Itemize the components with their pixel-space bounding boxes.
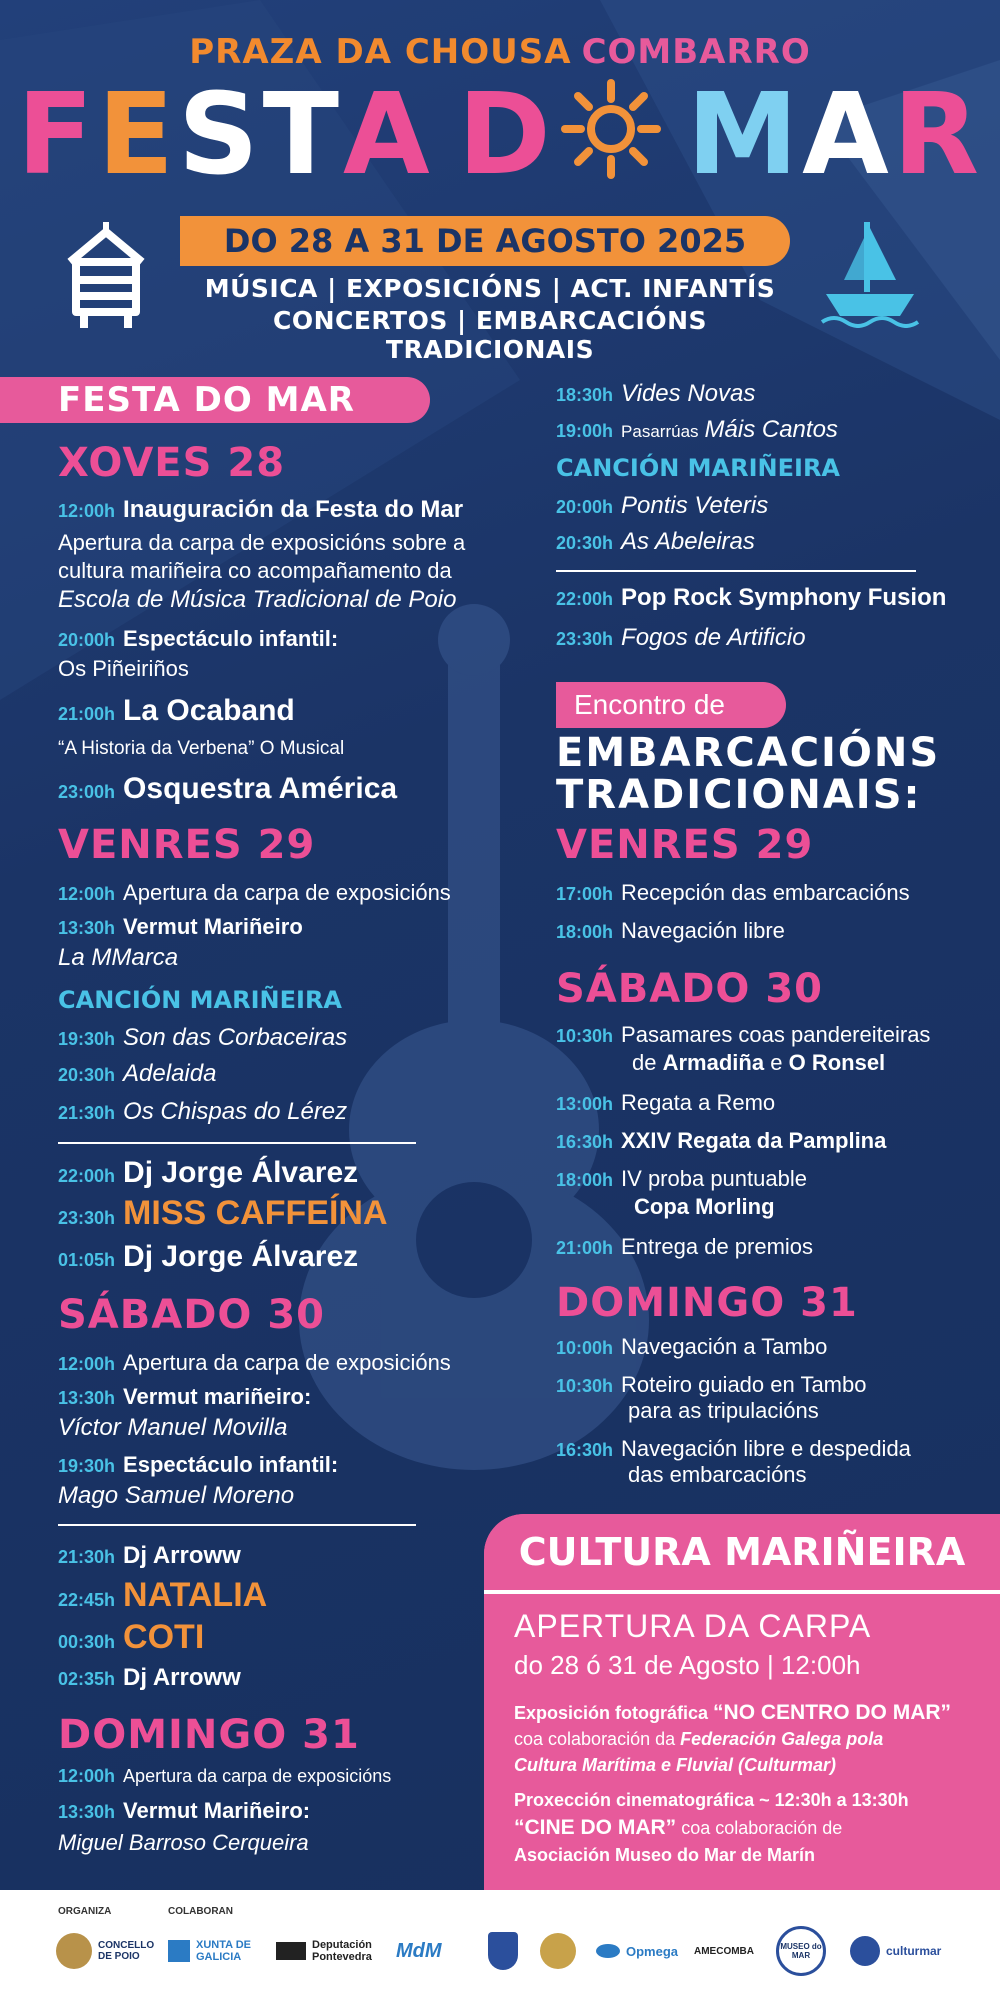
event-row <box>556 1234 813 1260</box>
divider <box>556 570 916 572</box>
title-letter: A <box>343 70 434 200</box>
event-row <box>58 1384 311 1410</box>
text: “CINE DO MAR” <box>514 1816 677 1840</box>
event-row <box>58 1798 310 1824</box>
text: Federación Galega pola <box>680 1729 884 1750</box>
event-time: 20:30h <box>556 533 614 553</box>
event-time: 22:45h <box>58 1590 116 1610</box>
logo-mdm <box>396 1926 442 1976</box>
event-time: 12:00h <box>58 1354 116 1374</box>
event-time: 20:00h <box>556 497 614 517</box>
event-row <box>58 1024 347 1052</box>
event-title: Os Chispas do Lérez <box>123 1098 348 1125</box>
event-time: 12:00h <box>58 1766 116 1786</box>
cultura-dates: do 28 ó 31 de Agosto | 12:00h <box>514 1650 861 1680</box>
festival-dates: DO 28 A 31 DE AGOSTO 2025 <box>180 216 790 266</box>
event-row <box>58 1576 267 1615</box>
event-time: 20:30h <box>58 1065 116 1085</box>
event-time: 16:30h <box>556 1132 614 1152</box>
event-title: Apertura da carpa de exposicións <box>123 880 451 905</box>
event-time: 13:30h <box>58 918 116 938</box>
title-letter: D <box>457 70 555 200</box>
event-time: 13:30h <box>58 1388 116 1408</box>
event-row <box>58 1350 451 1376</box>
event-title: La Ocaband <box>123 694 295 727</box>
text: O Ronsel <box>788 1050 886 1075</box>
event-title: Apertura da carpa de exposicións <box>123 1350 451 1375</box>
event-row <box>556 492 768 520</box>
text: Asociación Museo do Mar de Marín <box>514 1844 816 1865</box>
event-description: Apertura da carpa de exposicións sobre a <box>58 530 466 555</box>
event-time: 00:30h <box>58 1632 116 1652</box>
event-title: Navegación libre <box>621 918 785 943</box>
event-time: 02:35h <box>58 1669 116 1689</box>
event-title: Navegación libre e despedida <box>621 1436 911 1461</box>
event-title: IV proba puntuable <box>621 1166 807 1191</box>
logo-museo <box>776 1926 826 1976</box>
sun-icon <box>561 79 661 179</box>
text: Proxección cinematográfica ~ 12:30h a 13:30h <box>514 1790 909 1810</box>
event-title: Son das Corbaceiras <box>123 1024 348 1051</box>
event-subtitle: La MMarca <box>58 944 179 971</box>
event-row <box>556 918 785 944</box>
event-time: 17:00h <box>556 884 614 904</box>
logo-text: culturmar <box>886 1944 942 1958</box>
event-title: Dj Arroww <box>123 1542 241 1569</box>
event-row <box>58 1542 241 1570</box>
event-time: 21:30h <box>58 1547 116 1567</box>
cultura-title: APERTURA DA CARPA <box>514 1608 872 1644</box>
fish-icon <box>596 1944 620 1958</box>
organiza-label: ORGANIZA <box>58 1906 112 1917</box>
text: e <box>770 1050 783 1075</box>
event-time: 21:00h <box>58 704 116 724</box>
event-row <box>58 1766 391 1787</box>
event-title: Osquestra América <box>123 772 398 805</box>
text: coa colaboración da <box>514 1729 676 1750</box>
day-heading: SÁBADO 30 <box>58 1292 326 1338</box>
logo-text: XUNTA DE GALICIA <box>196 1939 251 1963</box>
event-subtitle: Copa Morling <box>634 1194 775 1219</box>
text: Armadiña <box>662 1050 765 1075</box>
title-letter: F <box>16 70 98 200</box>
colaboran-label: COLABORAN <box>168 1906 233 1917</box>
encontro-tag: Encontro de <box>556 682 786 728</box>
event-time: 13:00h <box>556 1094 614 1114</box>
title-letter: A <box>802 70 893 200</box>
logo-amecomba <box>694 1926 754 1976</box>
event-subtitle: Miguel Barroso Cerqueira <box>58 1830 309 1855</box>
divider <box>484 1590 1000 1594</box>
event-time: 18:30h <box>556 385 614 405</box>
event-row <box>58 1156 358 1190</box>
tagline-line-1: MÚSICA | EXPOSICIÓNS | ACT. INFANTÍS <box>204 274 776 303</box>
text: Cultura Marítima e Fluvial (Culturmar) <box>514 1754 837 1775</box>
cancion-marineira-heading: CANCIÓN MARIÑEIRA <box>58 986 342 1014</box>
event-row <box>58 626 338 652</box>
boat-icon <box>820 218 920 328</box>
logo-text: AMECOMBA <box>694 1945 754 1957</box>
event-time: 12:00h <box>58 501 116 521</box>
event-row <box>58 880 451 906</box>
event-time: 19:30h <box>58 1029 116 1049</box>
event-description: cultura mariñeira co acompañamento da <box>58 558 452 583</box>
event-title: Entrega de premios <box>621 1234 814 1259</box>
event-title: COTI <box>123 1618 205 1656</box>
event-title: Pasamares coas pandereiteiras <box>621 1022 931 1047</box>
logo-text: Opmega <box>626 1943 679 1959</box>
event-time: 22:00h <box>556 589 614 609</box>
logo-shield <box>488 1926 518 1976</box>
logo-text: MdM <box>396 1939 442 1962</box>
divider <box>58 1524 416 1526</box>
event-title: Vermut mariñeiro: <box>123 1384 312 1409</box>
event-title: Recepción das embarcacións <box>621 880 910 905</box>
logo-opmega <box>596 1926 678 1976</box>
culturmar-icon <box>850 1936 880 1966</box>
day-heading: VENRES 29 <box>556 822 814 868</box>
event-time: 18:00h <box>556 922 614 942</box>
event-title: Espectáculo infantil: <box>123 1452 339 1477</box>
event-row <box>58 1452 338 1478</box>
event-row <box>556 380 755 408</box>
event-row <box>556 1166 807 1192</box>
event-title: NATALIA <box>123 1576 268 1614</box>
event-time: 01:05h <box>58 1250 116 1270</box>
event-row <box>556 1372 866 1398</box>
text: de <box>632 1050 657 1075</box>
event-time: 21:00h <box>556 1238 614 1258</box>
event-title: Regata a Remo <box>621 1090 776 1115</box>
title-letter: E <box>97 70 178 200</box>
event-title: Máis Cantos <box>704 416 838 443</box>
event-title: Dj Arroww <box>123 1664 241 1691</box>
seal-icon <box>56 1933 92 1969</box>
logo-culturmar <box>850 1926 941 1976</box>
event-time: 23:00h <box>58 782 116 802</box>
event-title: Vermut Mariñeiro: <box>123 1798 311 1823</box>
embarcacions-title <box>556 732 940 816</box>
event-row <box>556 1128 886 1154</box>
event-time: 19:00h <box>556 421 614 441</box>
day-heading: DOMINGO 31 <box>58 1712 360 1758</box>
event-time: 23:30h <box>556 629 614 649</box>
event-row <box>58 914 303 940</box>
cultura-paragraph-1 <box>514 1698 984 1778</box>
event-title: Pontis Veteris <box>621 492 769 519</box>
event-row <box>556 528 755 556</box>
event-time: 23:30h <box>58 1208 116 1228</box>
event-time: 10:30h <box>556 1376 614 1396</box>
event-subtitle: das embarcacións <box>628 1462 807 1487</box>
logo-text: MUSEO do MAR <box>776 1926 826 1976</box>
event-subtitle: para as tripulacións <box>628 1398 819 1423</box>
event-row <box>58 1098 347 1126</box>
event-subtitle: Os Piñeiriños <box>58 656 189 681</box>
event-title: Dj Jorge Álvarez <box>123 1240 359 1273</box>
event-title: Fogos de Artificio <box>621 624 806 651</box>
event-title: Apertura da carpa de exposicións <box>123 1766 392 1786</box>
event-row <box>556 1334 827 1360</box>
event-title: As Abeleiras <box>621 528 755 555</box>
event-title: Vides Novas <box>621 380 756 407</box>
event-subtitle <box>632 1050 885 1076</box>
xunta-icon <box>168 1940 190 1962</box>
section-tag-festa: FESTA DO MAR <box>0 377 430 423</box>
event-row <box>58 1240 358 1274</box>
festival-title <box>0 70 1000 200</box>
event-row <box>58 1060 216 1088</box>
logo-emblem <box>540 1926 576 1976</box>
event-time: 19:30h <box>58 1456 116 1476</box>
event-row <box>58 496 463 524</box>
logo-deputacion <box>276 1926 382 1976</box>
event-prefix: Pasarrúas <box>621 422 699 441</box>
day-heading: DOMINGO 31 <box>556 1280 858 1326</box>
event-title: Roteiro guiado en Tambo <box>621 1372 867 1397</box>
event-time: 10:00h <box>556 1338 614 1358</box>
cancion-marineira-heading: CANCIÓN MARIÑEIRA <box>556 454 840 482</box>
event-time: 16:30h <box>556 1440 614 1460</box>
event-subtitle: “A Historia da Verbena” O Musical <box>58 738 345 759</box>
day-heading: SÁBADO 30 <box>556 966 824 1012</box>
event-row <box>556 1436 911 1462</box>
event-time: 20:00h <box>58 630 116 650</box>
event-title: Dj Jorge Álvarez <box>123 1156 359 1189</box>
title-letter: M <box>686 70 803 200</box>
event-row <box>556 1090 775 1116</box>
event-row <box>556 880 910 906</box>
cultura-heading: CULTURA MARIÑEIRA <box>484 1514 1000 1590</box>
logo-text: CONCELLO DE POIO <box>98 1940 155 1962</box>
logo-concello-poio <box>56 1926 154 1976</box>
event-subtitle: Víctor Manuel Movilla <box>58 1414 288 1441</box>
day-heading: XOVES 28 <box>58 440 286 486</box>
title-letter: T <box>262 70 344 200</box>
emblem-icon <box>540 1933 576 1969</box>
event-title: Inauguración da Festa do Mar <box>123 496 464 523</box>
event-row <box>556 1022 930 1048</box>
event-time: 22:00h <box>58 1166 116 1186</box>
event-row <box>58 694 295 728</box>
shield-icon <box>488 1932 518 1970</box>
event-row <box>58 772 397 806</box>
embarcacions-title-line: TRADICIONAIS: <box>556 772 922 818</box>
event-subtitle: Mago Samuel Moreno <box>58 1482 295 1509</box>
event-row <box>556 624 806 652</box>
title-letter: S <box>177 70 263 200</box>
deputacion-icon <box>276 1942 306 1960</box>
event-time: 10:30h <box>556 1026 614 1046</box>
text: “NO CENTRO DO MAR” <box>713 1701 952 1724</box>
event-row <box>58 1618 204 1657</box>
embarcacions-title-line: EMBARCACIÓNS <box>556 730 941 776</box>
venue <box>0 32 1000 72</box>
text: coa colaboración de <box>681 1818 843 1839</box>
event-title: Pop Rock Symphony Fusion <box>621 584 947 611</box>
event-time: 13:30h <box>58 1802 116 1822</box>
event-row <box>556 584 946 612</box>
venue-town: COMBARRO <box>581 32 811 72</box>
divider <box>58 1142 416 1144</box>
event-title: Adelaida <box>123 1060 217 1087</box>
event-time: 18:00h <box>556 1170 614 1190</box>
venue-place: PRAZA DA CHOUSA <box>189 32 572 72</box>
event-title: MISS CAFFEÍNA <box>123 1194 388 1232</box>
event-description: Escola de Música Tradicional de Poio <box>58 586 457 613</box>
cultura-paragraph-2 <box>514 1788 984 1868</box>
event-title: XXIV Regata da Pamplina <box>621 1128 887 1153</box>
event-row <box>556 416 838 444</box>
granary-icon <box>66 222 146 332</box>
event-row <box>58 1664 241 1692</box>
logo-text: Deputación Pontevedra <box>312 1939 372 1963</box>
logo-xunta <box>168 1926 266 1976</box>
event-title: Navegación a Tambo <box>621 1334 828 1359</box>
event-title: Espectáculo infantil: <box>123 626 339 651</box>
text: Exposición fotográfica <box>514 1703 709 1723</box>
event-time: 12:00h <box>58 884 116 904</box>
event-row <box>58 1194 388 1233</box>
day-heading: VENRES 29 <box>58 822 316 868</box>
event-title: Vermut Mariñeiro <box>123 914 303 939</box>
tagline-line-2: CONCERTOS | EMBARCACIÓNS TRADICIONAIS <box>272 306 708 364</box>
event-time: 21:30h <box>58 1103 116 1123</box>
title-letter: R <box>892 70 984 200</box>
